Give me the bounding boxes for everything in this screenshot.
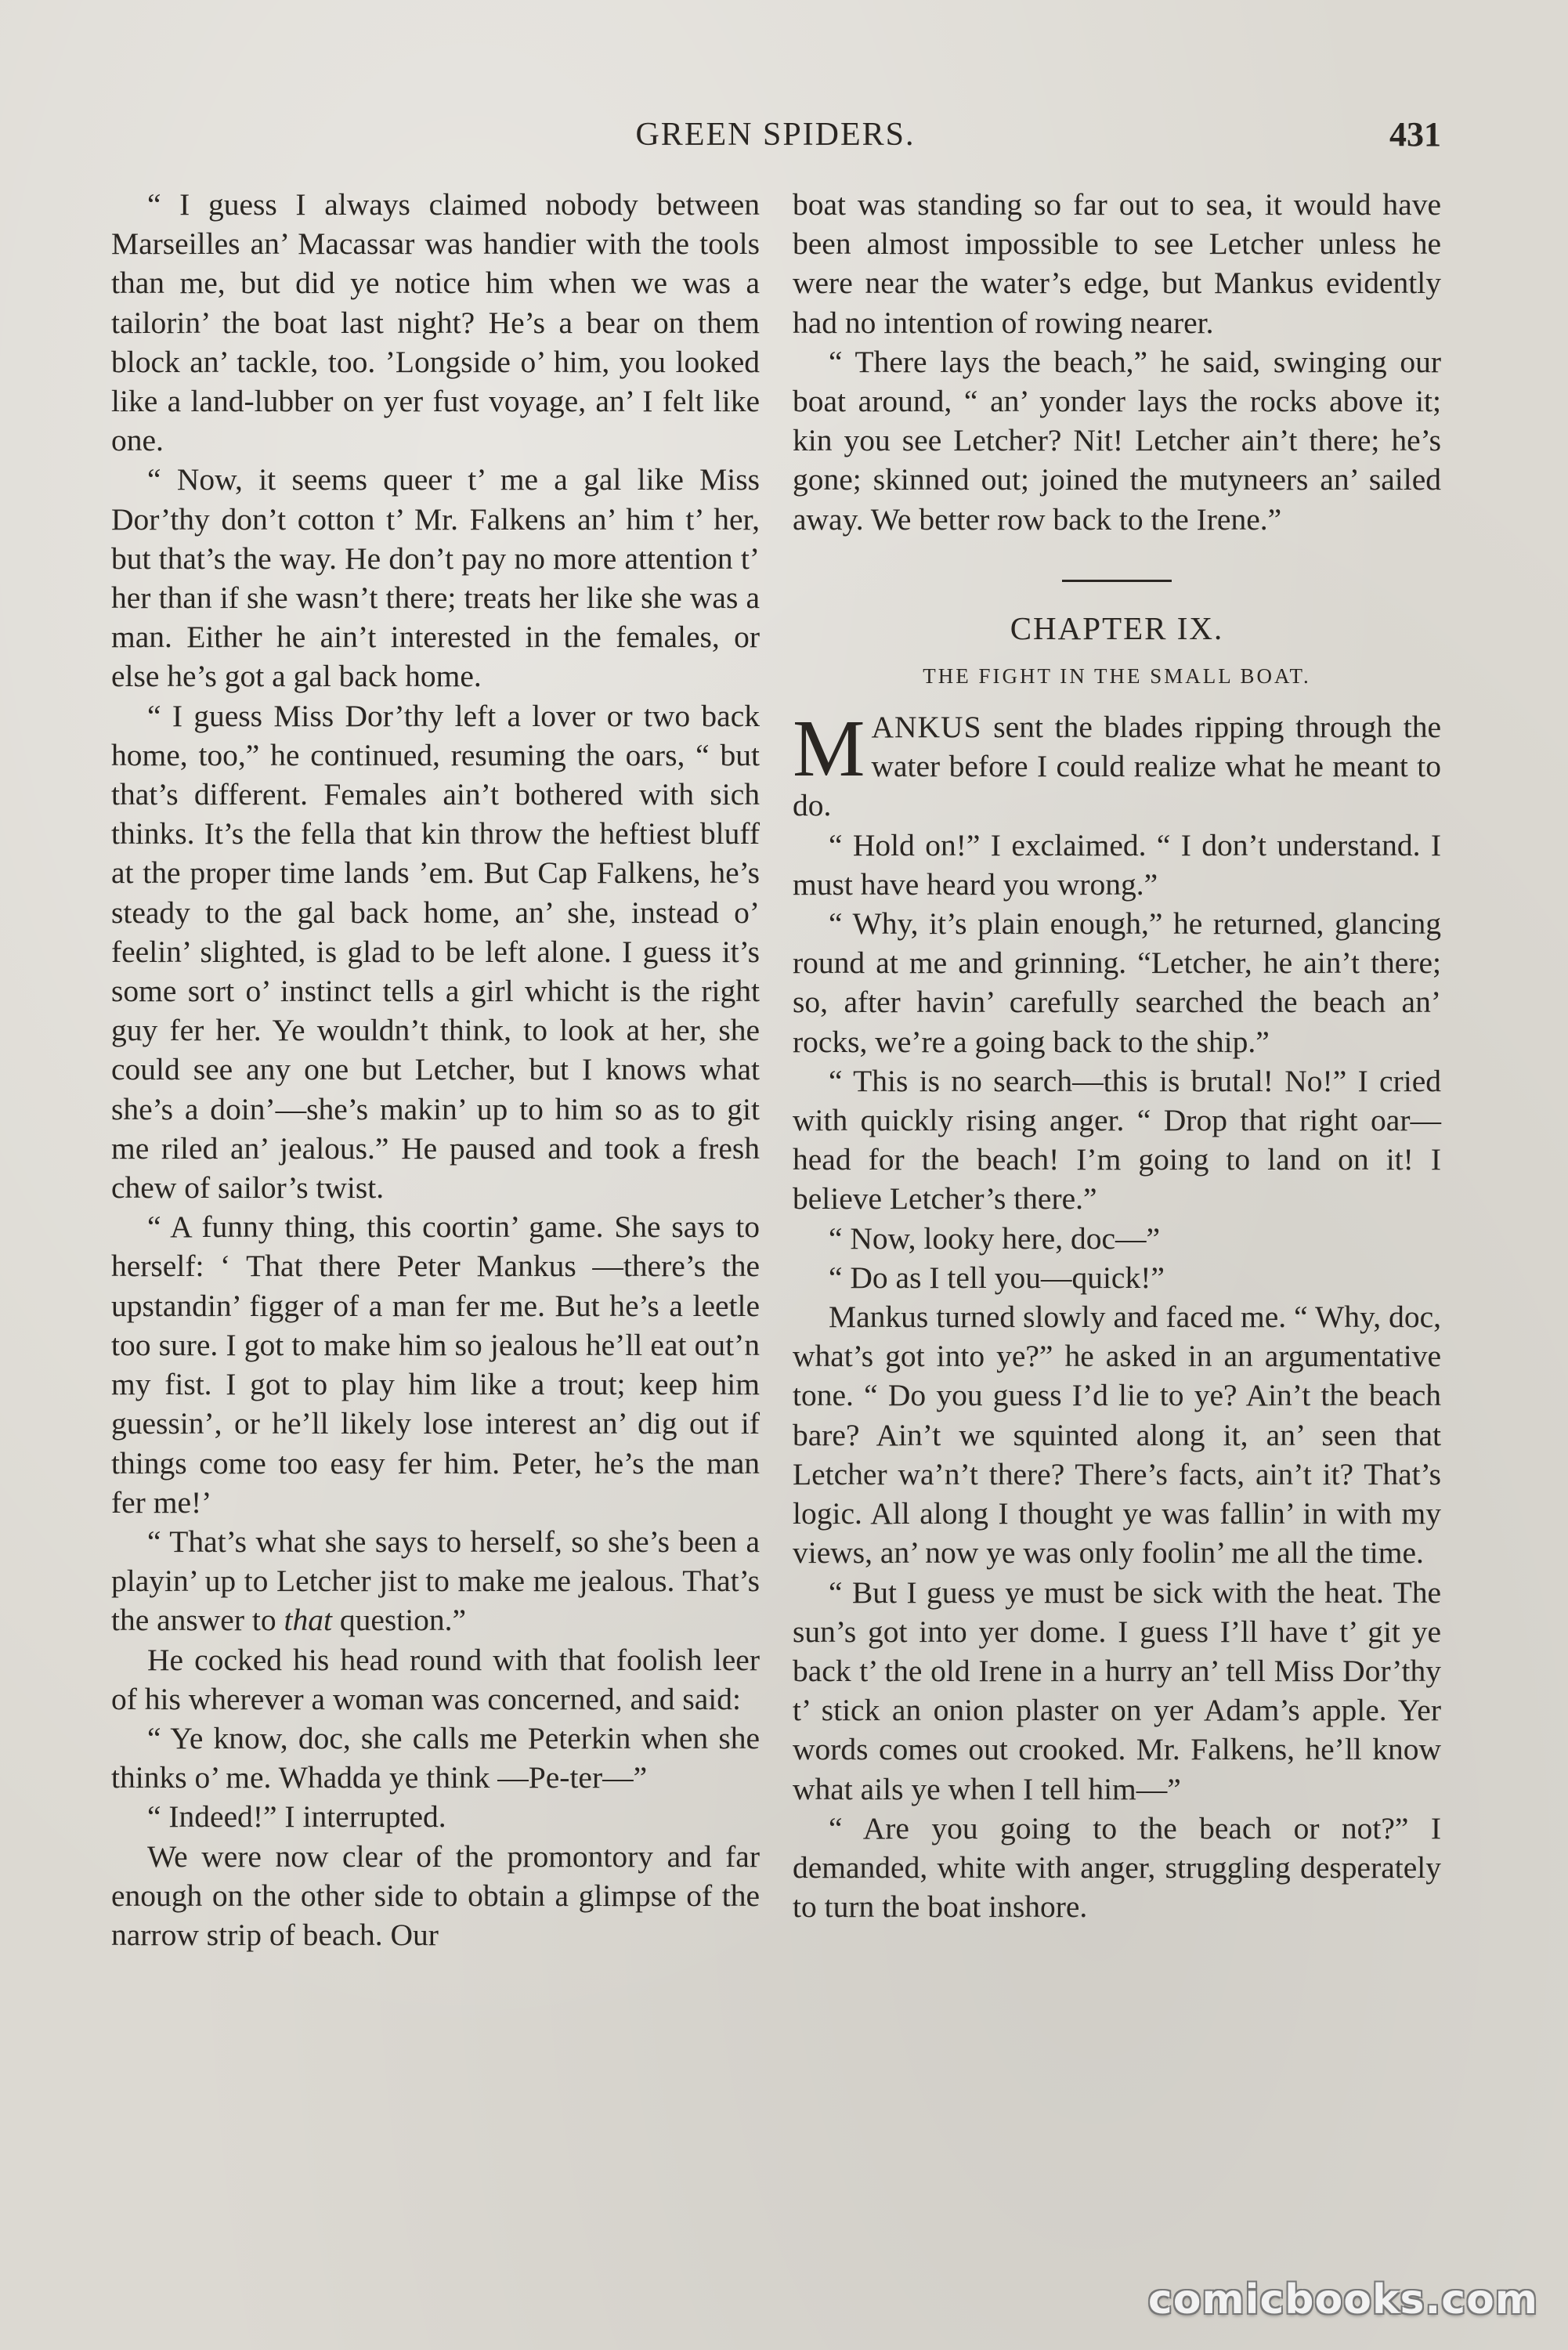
drop-cap: M <box>793 703 865 794</box>
site-watermark: comicbooks.com <box>1147 2276 1538 2323</box>
paragraph: “ Indeed!” I interrupted. <box>147 1799 446 1835</box>
paragraph: “ This is no search—this is brutal! No!” I cried with quickly rising anger. “ Drop that right oar—head for the beach! I’m going to land on it! I believe Letcher’s there.” <box>793 1063 1441 1217</box>
paragraph: Mankus turned slowly and faced me. “ Why, doc, what’s got into ye?” he asked in an argumentative tone. “ Do you guess I’d lie to ye? Ain’t the beach bare? Ain’t we squinted along it, an’ seen that Letcher wa’n’t there? There’s facts, ain’t it? That’s logic. All along I thought ye was fallin’ in with my views, an’ now ye was only foolin’ me all the time. <box>793 1300 1441 1571</box>
chapter-title: CHAPTER IX. <box>1010 609 1224 646</box>
paragraph: “ There lays the beach,” he said, swinging our boat around, “ an’ yonder lays the rocks above it; kin you see Letcher? Nit! Letcher ain’t there; he’s gone; skinned out; joined the mutyneers an’ sailed away. We better row back to the Irene.” <box>793 344 1441 537</box>
italic-word: that <box>284 1603 332 1638</box>
paragraph-text: “ That’s what she says to herself, so she’s been a playin’ up to Letcher jist to make me jealous. That’s the answer to <box>111 1524 760 1638</box>
page-number: 431 <box>1389 115 1441 154</box>
paragraph: “ Ye know, doc, she calls me Peterkin when she thinks o’ me. Whadda ye think —Pe-ter—” <box>111 1720 760 1795</box>
chapter-opening-paragraph <box>793 703 1441 826</box>
paragraph: He cocked his head round with that foolish leer of his wherever a woman was concerned, and said: <box>111 1642 760 1716</box>
section-divider <box>1062 580 1172 582</box>
paragraph: “ Now, looky here, doc—” <box>829 1220 1161 1256</box>
paragraph: “ I guess I always claimed nobody between Marseilles an’ Macassar was handier with the tools than me, but did ye notice him when we was a tailorin’ the boat last night? He’s a bear on them block an’ tackle, too. ’Longside o’ him, you looked like a land-lubber on yer fust voyage, an’ I felt like one. <box>111 187 760 458</box>
opening-caps: ANKUS <box>871 710 982 745</box>
left-column <box>111 185 760 1954</box>
paragraph: “ Now, it seems queer t’ me a gal like Miss Dor’thy don’t cotton t’ Mr. Falkens an’ him t’ her, but that’s the way. He don’t pay no more attention t’ her than if she wasn’t there; treats her like she was a man. Either he ain’t interested in the females, or else he’s got a gal back home. <box>111 462 760 694</box>
chapter-subtitle: THE FIGHT IN THE SMALL BOAT. <box>923 664 1311 689</box>
paragraph: “ Hold on!” I exclaimed. “ I don’t understand. I must have heard you wrong.” <box>793 827 1441 902</box>
running-title: GREEN SPIDERS. <box>635 117 916 153</box>
paragraph: “ I guess Miss Dor’thy left a lover or two back home, too,” he continued, resuming the oars, “ but that’s different. Females ain’t bothered with sich thinks. It’s the fella that kin throw the heftiest bluff at the proper time lands ’em. But Cap Falkens, he’s steady to the gal back home, an’ she, instead o’ feelin’ slighted, is glad to be left alone. I guess it’s some sort o’ instinct tells a girl whicht is the right guy fer her. Ye wouldn’t think, to look at her, she could see any one but Letcher, but I knows what she’s a doin’—she’s makin’ up to him so as to git me riled an’ jealous.” He paused and took a fresh chew of sailor’s twist. <box>111 698 760 1206</box>
paragraph-text-end: question.” <box>331 1603 467 1638</box>
paragraph: “ Do as I tell you—quick!” <box>829 1260 1165 1295</box>
paragraph: “ A funny thing, this coortin’ game. She says to herself: ‘ That there Peter Mankus —there’s the upstandin’ figger of a man fer me. But he’s a leetle too sure. I got to make him so jealous he’ll eat out’n my fist. I got to play him like a trout; keep him guessin’, or he’ll likely lose interest an’ dig out if things come too easy fer him. Peter, he’s the man fer me!’ <box>111 1209 760 1520</box>
paragraph: “ Are you going to the beach or not?” I demanded, white with anger, struggling desperately to turn the boat inshore. <box>793 1810 1441 1925</box>
opening-text: sent the blades ripping through the water before I could realize what he meant to do. <box>793 710 1441 823</box>
paragraph: We were now clear of the promontory and far enough on the other side to obtain a glimpse of the narrow strip of beach. Our <box>111 1838 760 1952</box>
running-head <box>110 116 1441 155</box>
right-column <box>793 185 1441 1926</box>
paragraph: “ But I guess ye must be sick with the heat. The sun’s got into yer dome. I guess I’ll have t’ git ye back t’ the old Irene in a hurry an’ tell Miss Dor’thy t’ stick an onion plaster on yer Adam’s apple. Yer words comes out crooked. Mr. Falkens, he’ll know what ails ye when I tell him—” <box>793 1574 1441 1806</box>
paragraph: “ Why, it’s plain enough,” he returned, glancing round at me and grinning. “Letcher, he ain’t there; so, after havin’ carefully searched the beach an’ rocks, we’re a going back to the ship.” <box>793 906 1441 1059</box>
paragraph: boat was standing so far out to sea, it would have been almost impossible to see Letcher unless he were near the water’s edge, but Mankus evidently had no intention of rowing nearer. <box>793 187 1441 340</box>
paragraph <box>111 1522 760 1640</box>
